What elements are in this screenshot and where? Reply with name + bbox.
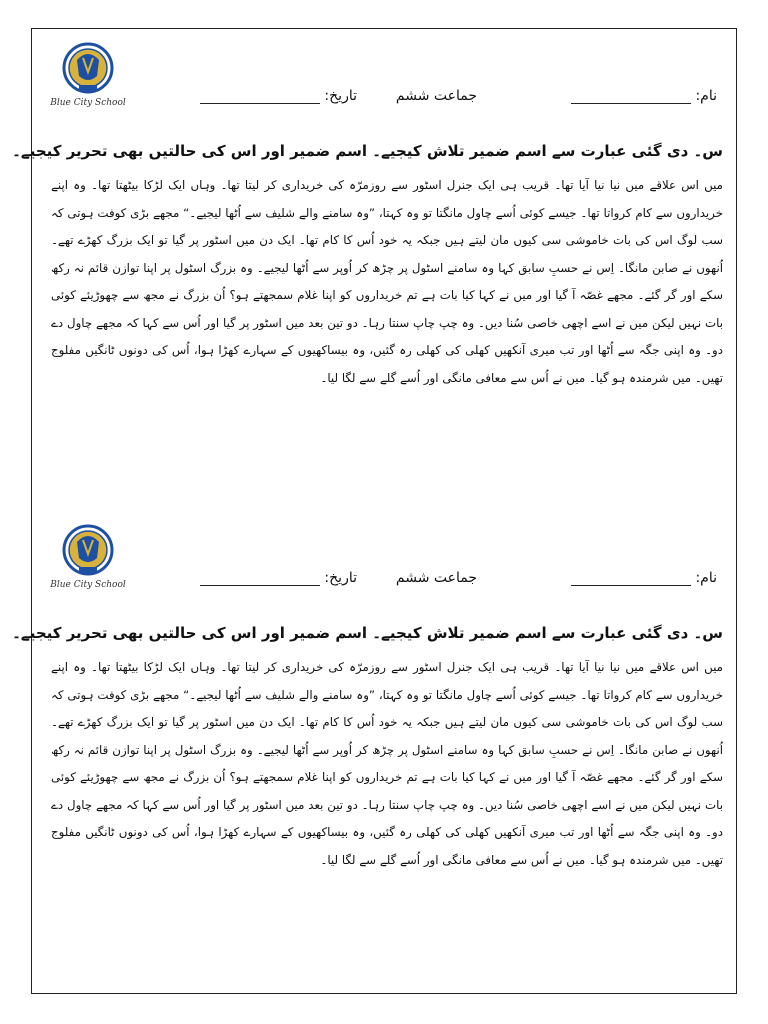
name-field[interactable] (571, 570, 717, 586)
passage-text: میں اس علاقے میں نیا نیا آیا تھا۔ قریب ہی ایک جنرل اسٹور سے روزمرّہ کی خریداری کر لیتا تھا۔ وہاں ایک لڑکا بیٹھتا تھا۔ وہ اپنے خریداروں سے کام کرواتا تھا۔ جیسے کوئی اُسے چاول مانگتا تو وہ کہتا، ”وہ سامنے والے شلیف سے اُٹھا لیجیے۔“ مجھے بڑی کوفت ہوتی کہ سب لوگ اس کی بات خاموشی سی کیوں مان لیتے ہیں جبکہ یہ خود اُس کا کام تھا۔ ایک دن میں اسٹور پر گیا تو ایک بزرگ کھڑے تھے۔ اُنھوں نے صابن مانگا۔ اِس نے حسبِ سابق کہا وہ سامنے اسٹول پر چڑھ کر اُوپر سے اُٹھا لیجیے۔ وہ بزرگ اسٹول پر اپنا توازن قائم نہ رکھ سکے اور گر گئے۔ مجھے غصّہ آ گیا اور میں نے کہا کیا بات ہے تم خریداروں کو اپنا غلام سمجھتے ہو؟ اُن بزرگ نے مجھ سے چھوڑیئے کوئی بات نہیں لیکن میں نے اسے اچھی خاصی سُنا دیں۔ وہ چپ چاپ سنتا رہا۔ دو تین بعد میں اسٹور پر گیا اور اُس سے کہا کہ مجھے چاول دے دو۔ وہ اپنی جگہ سے اُٹھا اور تب میری آنکھیں کھلی کی کھلی رہ گئیں، وہ بیساکھیوں کے سہارے کھڑا ہوا، اُس کی دونوں ٹانگیں مفلوج تھیں۔ میں شرمندہ ہو گیا۔ میں نے اُس سے معافی مانگی اور اُسے گلے سے لگا لیا۔ (51, 178, 723, 385)
date-field[interactable] (200, 88, 357, 104)
question-title: س۔ دی گئی عبارت سے اسم ضمیر تلاش کیجیے۔ اسم ضمیر اور اس کی حالتیں بھی تحریر کیجیے۔ (12, 142, 723, 160)
name-field[interactable] (571, 88, 717, 104)
date-field[interactable] (200, 570, 357, 586)
worksheet-section-1 (12, 38, 737, 508)
worksheet-section-2 (12, 520, 737, 990)
name-label: نام: (695, 88, 717, 104)
class-label: جماعت ششم (395, 88, 477, 104)
date-label: تاریخ: (324, 88, 357, 104)
date-blank[interactable] (200, 571, 320, 586)
header-row (181, 570, 717, 600)
school-logo (50, 520, 126, 600)
class-label: جماعت ششم (395, 570, 477, 586)
header-row (181, 88, 717, 118)
name-blank[interactable] (571, 89, 691, 104)
school-logo (50, 38, 126, 118)
school-name: Blue City School (50, 98, 126, 108)
passage-text: میں اس علاقے میں نیا نیا آیا تھا۔ قریب ہی ایک جنرل اسٹور سے روزمرّہ کی خریداری کر لیتا تھا۔ وہاں ایک لڑکا بیٹھتا تھا۔ وہ اپنے خریداروں سے کام کرواتا تھا۔ جیسے کوئی اُسے چاول مانگتا تو وہ کہتا، ”وہ سامنے والے شلیف سے اُٹھا لیجیے۔“ مجھے بڑی کوفت ہوتی کہ سب لوگ اس کی بات خاموشی سی کیوں مان لیتے ہیں جبکہ یہ خود اُس کا کام تھا۔ ایک دن میں اسٹور پر گیا تو ایک بزرگ کھڑے تھے۔ اُنھوں نے صابن مانگا۔ اِس نے حسبِ سابق کہا وہ سامنے اسٹول پر چڑھ کر اُوپر سے اُٹھا لیجیے۔ وہ بزرگ اسٹول پر اپنا توازن قائم نہ رکھ سکے اور گر گئے۔ مجھے غصّہ آ گیا اور میں نے کہا کیا بات ہے تم خریداروں کو اپنا غلام سمجھتے ہو؟ اُن بزرگ نے مجھ سے چھوڑیئے کوئی بات نہیں لیکن میں نے اسے اچھی خاصی سُنا دیں۔ وہ چپ چاپ سنتا رہا۔ دو تین بعد میں اسٹور پر گیا اور اُس سے کہا کہ مجھے چاول دے دو۔ وہ اپنی جگہ سے اُٹھا اور تب میری آنکھیں کھلی کی کھلی رہ گئیں، وہ بیساکھیوں کے سہارے کھڑا ہوا، اُس کی دونوں ٹانگیں مفلوج تھیں۔ میں شرمندہ ہو گیا۔ میں نے اُس سے معافی مانگی اور اُسے گلے سے لگا لیا۔ (51, 660, 723, 867)
crest-icon (53, 520, 123, 584)
date-blank[interactable] (200, 89, 320, 104)
crest-icon (53, 38, 123, 102)
name-blank[interactable] (571, 571, 691, 586)
date-label: تاریخ: (324, 570, 357, 586)
school-name: Blue City School (50, 580, 126, 590)
name-label: نام: (695, 570, 717, 586)
question-title: س۔ دی گئی عبارت سے اسم ضمیر تلاش کیجیے۔ اسم ضمیر اور اس کی حالتیں بھی تحریر کیجیے۔ (12, 624, 723, 642)
